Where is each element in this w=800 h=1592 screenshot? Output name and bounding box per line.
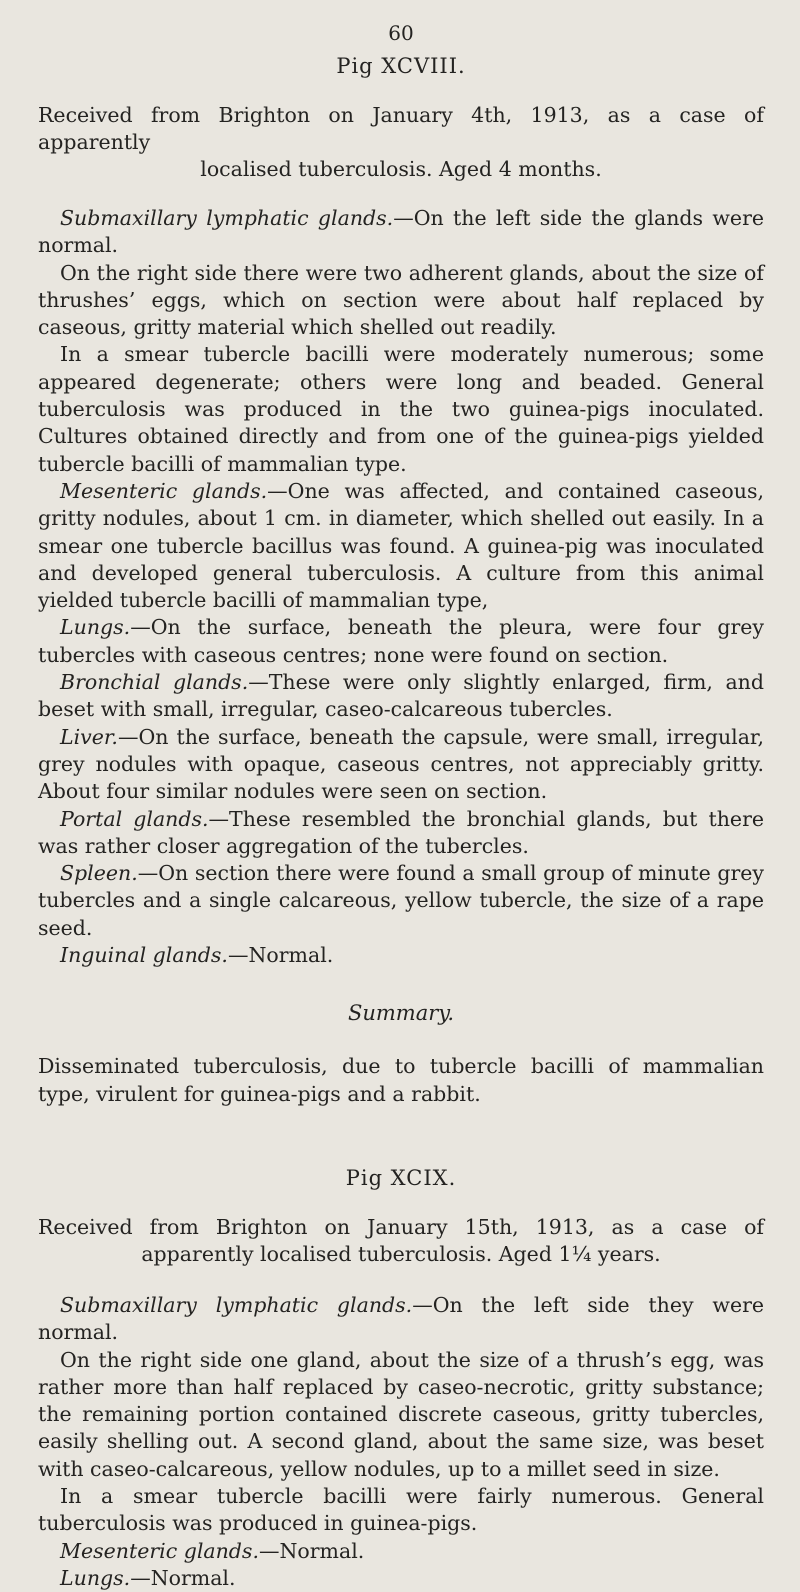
finding-lead: Mesenteric glands. xyxy=(60,478,268,503)
finding-text: —On the surface, beneath the capsule, were small, irregular, grey nodules with opaque, caseous centres, not appreciably gritty. About four similar nodules were seen on section. xyxy=(38,724,764,804)
finding-lead: Liver. xyxy=(60,724,118,749)
finding-text: —These were only slightly enlarged, firm, and beset with small, irregular, caseo-calcareous tubercles. xyxy=(38,670,764,722)
finding-paragraph xyxy=(38,1292,764,1347)
finding-lead: Spleen. xyxy=(60,861,138,886)
finding-paragraph xyxy=(38,806,764,861)
finding-paragraph xyxy=(38,669,764,724)
case-title-pig-xcviii: Pig XCVIII. xyxy=(336,54,466,78)
finding-lead: Portal glands. xyxy=(60,806,209,831)
finding-text: —On the left side they were normal. xyxy=(38,1292,765,1345)
finding-lead: Inguinal glands. xyxy=(60,943,228,968)
finding-text: —On section there were found a small group of minute grey tubercles and a single calcareous, yellow tubercle, the size of a rape seed. xyxy=(38,861,764,940)
finding-text: —One was affected, and contained caseous, gritty nodules, about 1 cm. in diameter, which shelled out easily. In a smear one tubercle bacillus was found. A guinea-pig was inoculated and developed general tuberculosis. A culture from this animal yielded tubercle bacilli of mammalian type, xyxy=(38,478,764,613)
finding-text: —Normal. xyxy=(227,943,334,968)
finding-text: In a smear tubercle bacilli were fairly numerous. General tuberculosis was produced in guinea-pigs. xyxy=(38,1483,764,1536)
case-received-note xyxy=(38,102,764,183)
finding-paragraph xyxy=(38,260,764,342)
summary-heading: Summary. xyxy=(347,1001,455,1026)
finding-text: —On the surface, beneath the pleura, were four grey tubercles with caseous centres; none were found on section. xyxy=(38,615,764,667)
finding-lead: Lungs. xyxy=(60,615,131,640)
finding-lead: Lungs. xyxy=(60,1565,131,1590)
finding-text: On the right side there were two adherent glands, about the size of thrushes’ eggs, which on section were about half replaced by caseous, gritty material which shelled out readily. xyxy=(38,260,764,340)
finding-lead: Submaxillary lymphatic glands. xyxy=(60,206,394,230)
finding-lead: Bronchial glands. xyxy=(60,670,249,695)
received-line-1: Received from Brighton on January 15th, 1913, as a case of xyxy=(38,1214,764,1239)
finding-paragraph xyxy=(38,614,764,669)
case1-findings xyxy=(38,205,764,969)
finding-paragraph xyxy=(38,1565,764,1592)
finding-paragraph xyxy=(38,860,764,942)
finding-paragraph xyxy=(38,1538,764,1565)
finding-paragraph xyxy=(38,478,764,614)
case-received-note xyxy=(38,1214,764,1268)
received-line-2: localised tuberculosis. Aged 4 months. xyxy=(200,157,602,181)
finding-text: —These resembled the bronchial glands, but there was rather closer aggregation of the tubercles. xyxy=(38,806,764,858)
finding-text: —On the left side the glands were normal. xyxy=(38,206,764,258)
finding-lead: Mesenteric glands. xyxy=(60,1538,259,1563)
case2-findings xyxy=(38,1292,764,1592)
finding-text: In a smear tubercle bacilli were moderately numerous; some appeared degenerate; others were long and beaded. General tuberculosis was produced in the two guinea-pigs inoculated. Cultures obtained directly and from one of the guinea-pigs yielded tubercle bacilli of mammalian type. xyxy=(38,342,764,476)
summary-text: Disseminated tuberculosis, due to tubercle bacilli of mammalian type, virulent for guinea-pigs and a rabbit. xyxy=(38,1054,764,1106)
finding-lead: Submaxillary lymphatic glands. xyxy=(60,1292,413,1317)
finding-paragraph xyxy=(38,341,764,477)
received-line-2: apparently localised tuberculosis. Aged 1¼ years. xyxy=(141,1241,661,1266)
finding-text: —Normal. xyxy=(130,1565,236,1590)
page-number: 60 xyxy=(388,21,414,45)
finding-paragraph xyxy=(38,205,764,260)
finding-paragraph xyxy=(38,942,764,969)
finding-text: —Normal. xyxy=(258,1538,365,1563)
finding-paragraph xyxy=(38,1347,764,1483)
finding-paragraph xyxy=(38,724,764,806)
finding-paragraph xyxy=(38,1483,764,1538)
received-line-1: Received from Brighton on January 4th, 1913, as a case of apparently xyxy=(38,103,764,154)
finding-text: On the right side one gland, about the size of a thrush’s egg, was rather more than half replaced by caseo-necrotic, gritty substance; the remaining portion contained discrete caseous, gritty tubercles, easily shelling out. A second gland, about the same size, was beset with caseo-calcareous, yellow nodules, up to a millet seed in size. xyxy=(38,1347,764,1481)
case-title-pig-xcix: Pig XCIX. xyxy=(345,1165,457,1190)
